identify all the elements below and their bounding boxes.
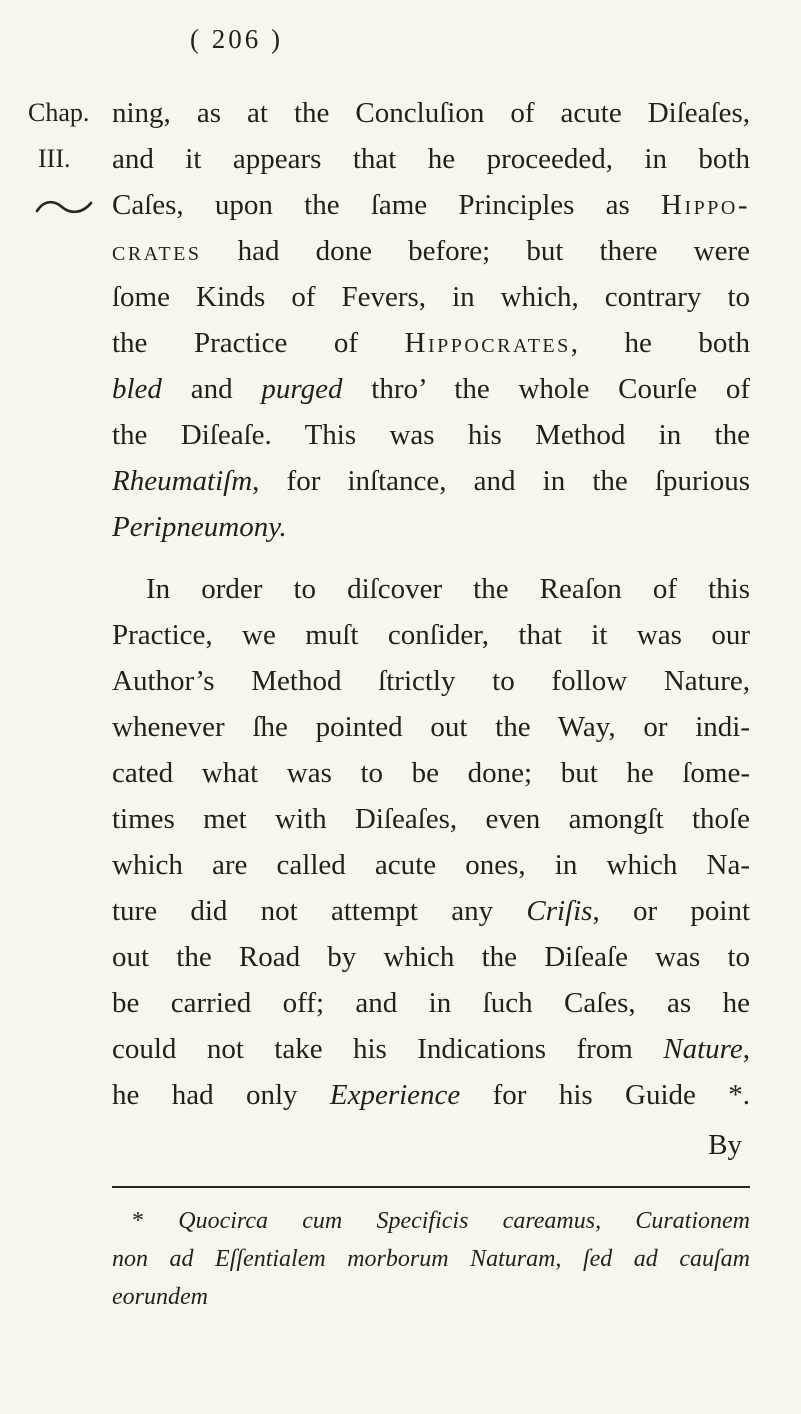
italic-text: Peripneumony. xyxy=(112,511,287,543)
text-line xyxy=(112,750,750,796)
text-segment: and it appears that he proceeded, in both xyxy=(112,143,750,175)
text-line xyxy=(112,1278,750,1316)
small-caps-text: Hippo- xyxy=(661,189,750,221)
small-caps-text: crates xyxy=(112,235,202,267)
text-segment: ning, as at the Concluſion of acute Diſeaſes, xyxy=(112,97,750,129)
text-line xyxy=(112,320,750,366)
italic-text: Rheumatiſm xyxy=(112,465,253,497)
chapter-number: III. xyxy=(38,144,71,173)
text-line xyxy=(112,412,750,458)
text-segment: * xyxy=(132,1208,179,1234)
text-segment: ſome Kinds of Fevers, in which, contrary to xyxy=(112,281,750,313)
text-line xyxy=(112,1202,750,1240)
text-line xyxy=(112,566,750,612)
text-block xyxy=(112,90,750,1316)
footnote-rule xyxy=(112,1186,750,1188)
text-segment: Author’s Method ſtrictly to follow Nature, xyxy=(112,665,750,697)
paragraph xyxy=(112,566,750,1118)
text-segment: and xyxy=(161,373,262,405)
catchword: By xyxy=(708,1129,742,1161)
chapter-label: Chap. xyxy=(28,98,90,127)
text-line xyxy=(112,182,750,228)
text-line xyxy=(112,1072,750,1118)
text-line xyxy=(112,888,750,934)
text-segment: could not take his Indications from xyxy=(112,1033,664,1065)
text-segment: which are called acute ones, in which Na- xyxy=(112,849,750,881)
text-segment: whenever ſhe pointed out the Way, or indi- xyxy=(112,711,750,743)
text-line xyxy=(112,228,750,274)
text-line xyxy=(112,90,750,136)
text-segment: he had only xyxy=(112,1079,330,1111)
page-content xyxy=(28,90,750,1316)
footnote xyxy=(112,1202,750,1316)
text-segment: the Practice of xyxy=(112,327,405,359)
text-segment: Caſes, upon the ſame Principles as xyxy=(112,189,662,221)
text-segment: had done before; but there were xyxy=(201,235,750,267)
italic-text: purged xyxy=(261,373,343,405)
text-segment: ture did not attempt any xyxy=(112,895,527,927)
text-segment: the Diſeaſe. This was his Method in the xyxy=(112,419,750,451)
text-segment: , for inſtance, and in the ſpurious xyxy=(252,465,750,497)
text-line xyxy=(112,274,750,320)
italic-text: Criſis xyxy=(526,895,593,927)
text-segment: cated what was to be done; but he ſome- xyxy=(112,757,750,789)
text-segment: be carried off; and in ſuch Caſes, as he xyxy=(112,987,750,1019)
text-segment: , xyxy=(742,1033,750,1065)
italic-text: Quocirca cum Specificis careamus, Curationem xyxy=(178,1208,751,1234)
text-line xyxy=(112,1240,750,1278)
paragraph xyxy=(112,90,750,550)
text-segment: Practice, we muſt conſider, that it was our xyxy=(112,619,750,651)
text-line xyxy=(112,136,750,182)
text-line xyxy=(112,612,750,658)
text-line xyxy=(112,458,750,504)
text-segment: for his Guide *. xyxy=(460,1079,750,1111)
text-segment: , or point xyxy=(592,895,750,927)
text-segment: In order to diſcover the Reaſon of this xyxy=(146,573,750,605)
text-segment: times met with Diſeaſes, even amongſt thoſe xyxy=(112,803,750,835)
text-line xyxy=(112,934,750,980)
text-line xyxy=(112,704,750,750)
italic-text: bled xyxy=(112,373,162,405)
italic-text: Nature xyxy=(663,1033,743,1065)
text-line xyxy=(112,796,750,842)
italic-text: Experience xyxy=(329,1079,461,1111)
text-line xyxy=(112,366,750,412)
chapter-note xyxy=(28,90,112,1316)
text-line xyxy=(112,658,750,704)
text-line xyxy=(112,980,750,1026)
text-segment: , he both xyxy=(570,327,750,359)
italic-text: eorundem xyxy=(112,1284,208,1310)
text-line xyxy=(112,504,750,550)
chapter-swash-icon xyxy=(34,196,94,220)
text-line xyxy=(112,842,750,888)
text-segment: thro’ the whole Courſe of xyxy=(342,373,751,405)
small-caps-text: Hippocrates xyxy=(404,327,571,359)
text-line xyxy=(112,1026,750,1072)
italic-text: non ad Eſſentialem morborum Naturam, ſed ad cauſam xyxy=(112,1246,750,1272)
page-number: ( 206 ) xyxy=(190,24,283,54)
text-segment: out the Road by which the Diſeaſe was to xyxy=(112,941,750,973)
